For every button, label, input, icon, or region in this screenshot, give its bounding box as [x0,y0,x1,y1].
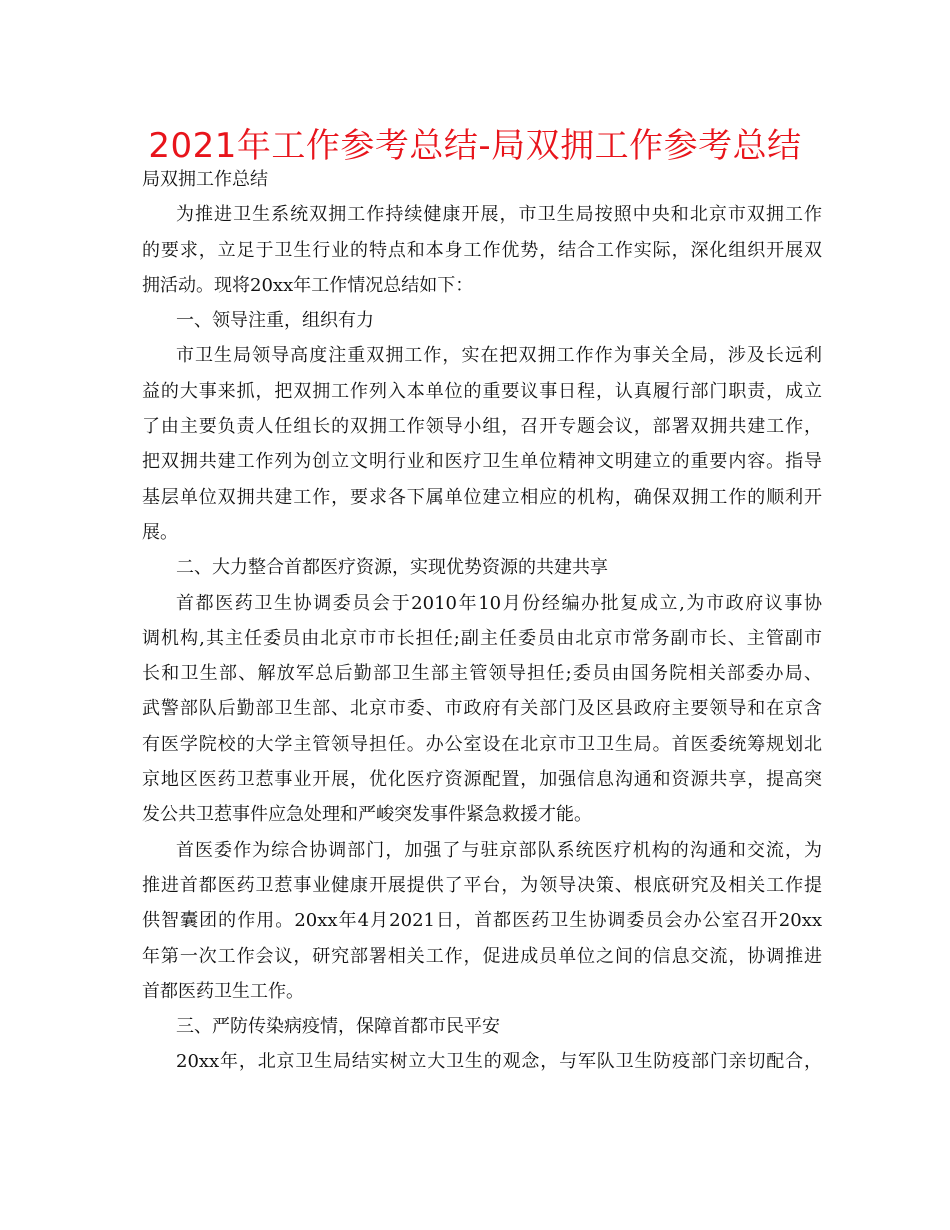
paragraph-line: 市卫生局领导高度注重双拥工作，实在把双拥工作作为事关全局，涉及长远利 [176,345,822,367]
section-heading: 三、严防传染病疫情，保障首都市民平安 [176,1016,500,1038]
paragraph-line: 了由主要负责人任组长的双拥工作领导小组，召开专题会议，部署双拥共建工作， [142,416,822,438]
paragraph-line: 拥活动。现将20xx年工作情况总结如下： [142,274,474,296]
paragraph-line: 基层单位双拥共建工作，要求各下属单位建立相应的机构，确保双拥工作的顺利开 [142,486,822,508]
paragraph-line: 发公共卫惹事件应急处理和严峻突发事件紧急救援才能。 [142,804,592,826]
section-heading: 一、领导注重，组织有力 [176,310,374,332]
section-subtitle: 局双拥工作总结 [142,169,268,190]
paragraph-line: 20xx年，北京卫生局结实树立大卫生的观念，与军队卫生防疫部门亲切配合， [176,1051,822,1073]
paragraph-line: 首医委作为综合协调部门，加强了与驻京部队系统医疗机构的沟通和交流，为 [176,839,822,861]
paragraph-line: 京地区医药卫惹事业开展，优化医疗资源配置，加强信息沟通和资源共享，提高突 [142,769,822,791]
section-heading: 二、大力整合首都医疗资源，实现优势资源的共建共享 [176,557,608,579]
paragraph-line: 的要求，立足于卫生行业的特点和本身工作优势，结合工作实际，深化组织开展双 [142,239,822,261]
paragraph-line: 展。 [142,521,178,543]
paragraph-line: 益的大事来抓，把双拥工作列入本单位的重要议事日程，认真履行部门职责，成立 [142,380,822,402]
paragraph-line: 调机构,其主任委员由北京市市长担任;副主任委员由北京市常务副市长、主管副市 [142,627,822,649]
paragraph-line: 为推进卫生系统双拥工作持续健康开展，市卫生局按照中央和北京市双拥工作 [176,204,822,226]
paragraph-line: 长和卫生部、解放军总后勤部卫生部主管领导担任;委员由国务院相关部委办局、 [142,663,822,685]
paragraph-line: 首都医药卫生协调委员会于2010年10月份经编办批复成立,为市政府议事协 [176,592,822,614]
document-body [142,162,822,1080]
document-title: 2021年工作参考总结-局双拥工作参考总结 [148,126,802,166]
paragraph-line: 武警部队后勤部卫生部、北京市委、市政府有关部门及区县政府主要领导和在京含 [142,698,822,720]
paragraph-line: 推进首都医药卫惹事业健康开展提供了平台，为领导决策、根底研究及相关工作提 [142,874,822,896]
paragraph-line: 年第一次工作会议，研究部署相关工作，促进成员单位之间的信息交流，协调推进 [142,945,822,967]
paragraph-line: 供智囊团的作用。20xx年4月2021日，首都医药卫生协调委员会办公室召开20xx [142,910,822,932]
paragraph-line: 首都医药卫生工作。 [142,980,304,1002]
paragraph-line: 有医学院校的大学主管领导担任。办公室设在北京市卫卫生局。首医委统筹规划北 [142,733,822,755]
paragraph-line: 把双拥共建工作列为创立文明行业和医疗卫生单位精神文明建立的重要内容。指导 [142,451,822,473]
